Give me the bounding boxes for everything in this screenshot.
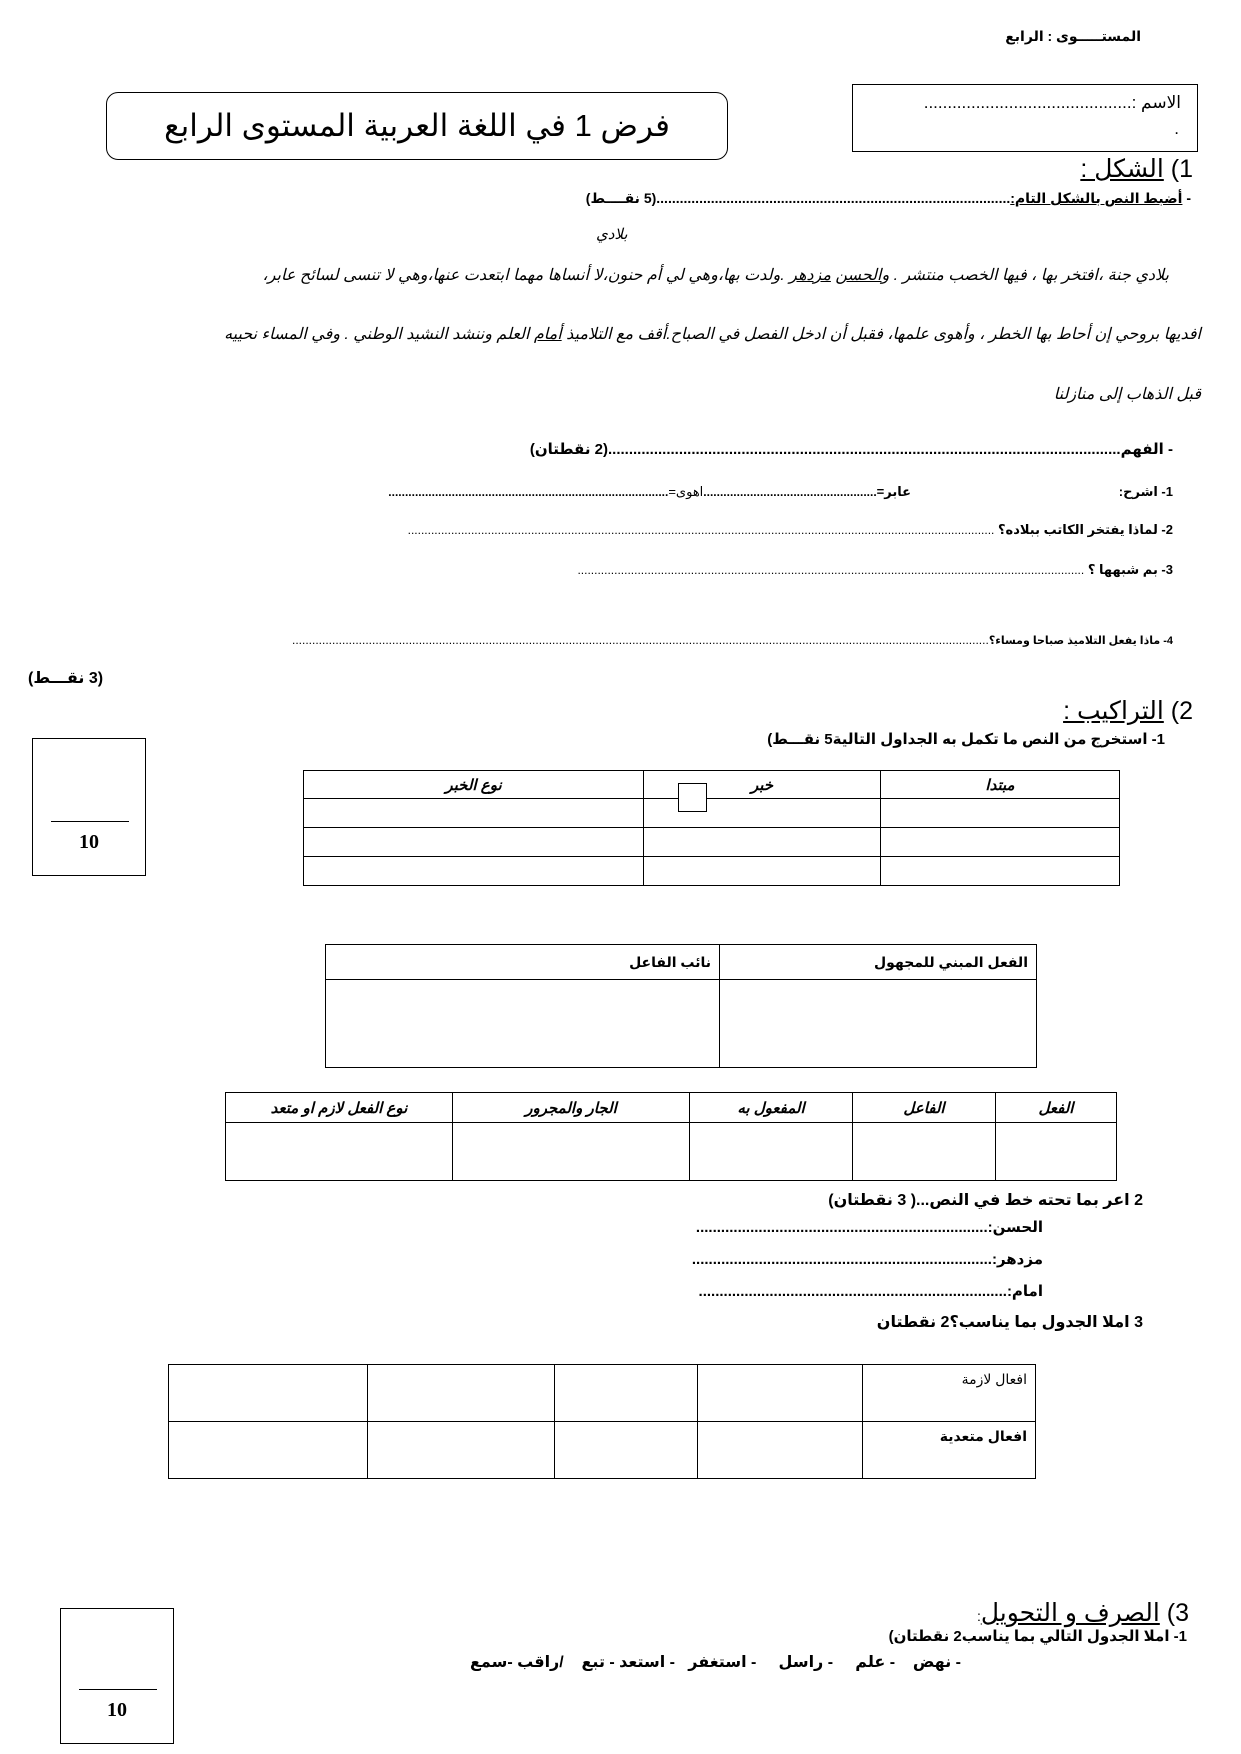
- col-header-khabar: [644, 771, 881, 799]
- cell[interactable]: [453, 1123, 690, 1181]
- table-row: [326, 980, 1037, 1068]
- section3-verb-list: - نهض - علم - راسل - استغفر - استعد - تبع /راقب -سمع: [469, 1654, 961, 1671]
- underlined-word-alhusn: الحسن: [835, 267, 882, 284]
- passage-text: .ولدت بها،وهي لي أم حنون،لا أنساها مهما ابتعدت عنها،وهي لا تنسى لسائح عابر،: [262, 267, 790, 284]
- cell[interactable]: [304, 857, 644, 886]
- table-row: [304, 857, 1120, 886]
- student-name-box: [852, 84, 1198, 152]
- question-3-label: 3- بم شبهها ؟: [1087, 562, 1173, 577]
- passage-text: افديها بروحي إن أحاط بها الخطر ، وأهوى علمها، فقبل أن ادخل الفصل في الصباح.أقف مع التلاميذ: [561, 326, 1201, 343]
- cell[interactable]: [720, 980, 1037, 1068]
- passage-title: بلادي: [596, 226, 628, 243]
- exam-title: فرض 1 في اللغة العربية المستوى الرابع: [164, 108, 670, 143]
- row-label-transitive: افعال متعدية: [863, 1422, 1036, 1479]
- table-row: [169, 1422, 1036, 1479]
- table-row: [169, 1365, 1036, 1422]
- cell[interactable]: [644, 828, 881, 857]
- section2-number: 2): [1170, 697, 1193, 725]
- word-ahwa: اهوى=: [668, 484, 704, 499]
- col-header-object: المفعول به: [690, 1093, 853, 1123]
- col-header-passive-verb: الفعل المبني للمجهول: [720, 945, 1037, 980]
- question-2-label: 2- لماذا يفتخر الكاتب ببلاده؟: [998, 522, 1173, 537]
- irab-item-amam[interactable]: [699, 1282, 1043, 1300]
- question-1-label: 1- اشرح:: [1118, 484, 1173, 499]
- question-3: [577, 562, 1173, 578]
- col-header-khabar-type: نوع الخبر: [304, 771, 644, 799]
- col-header-mubtada: مبتدا: [881, 771, 1120, 799]
- passage-text: العلم وننشد النشيد الوطني . وفي المساء نحييه: [224, 326, 534, 343]
- word-aber: عابر=: [876, 484, 911, 499]
- name-label: الاسم :: [1131, 93, 1181, 112]
- col-header-naib-fail: نائب الفاعل: [326, 945, 720, 980]
- comprehension-points: (2 نقطتان): [529, 441, 608, 458]
- underlined-word-amam: أمام: [533, 326, 562, 343]
- col-header-preposition: الجار والمجرور: [453, 1093, 690, 1123]
- table-row: [304, 828, 1120, 857]
- irab-item-muzdahir[interactable]: [692, 1250, 1043, 1268]
- passage-line-1: [263, 265, 1169, 285]
- section3-number: 3): [1166, 1599, 1189, 1627]
- irab-dots[interactable]: ........................................................................: [691, 1251, 992, 1268]
- irab-word: مزدهر:: [991, 1251, 1043, 1268]
- table-row: [226, 1123, 1117, 1181]
- irab-word: امام:: [1006, 1283, 1043, 1300]
- comprehension-label: - الفهم: [1120, 441, 1173, 458]
- section2-q1: 1- استخرج من النص ما تكمل به الجداول التالية5 نقـــط): [767, 731, 1165, 748]
- section3-label: الصرف و التحويل: [980, 1599, 1160, 1627]
- answer-4-dots[interactable]: .................................................................................................................................................................................................................: [292, 633, 989, 647]
- section3-colon: :: [976, 1608, 981, 1624]
- cell[interactable]: [226, 1123, 453, 1181]
- section1-instruction: [586, 190, 1191, 207]
- irab-word: الحسن:: [987, 1219, 1043, 1236]
- section2-label: التراكيب :: [1063, 697, 1164, 725]
- section3-heading: [977, 1598, 1189, 1628]
- cell[interactable]: [644, 857, 881, 886]
- section2-heading: [1063, 696, 1193, 726]
- row-label-intransitive: افعال لازمة: [863, 1365, 1036, 1422]
- section1-label: الشكل :: [1080, 155, 1164, 183]
- section2-q2: 2 اعر بما تحته خط في النص...( 3 نقطتان): [828, 1192, 1143, 1209]
- table-intransitive-transitive: [168, 1364, 1036, 1479]
- col-header-subject: الفاعل: [853, 1093, 996, 1123]
- instruction-dots: ...........................................................................................: [656, 190, 1011, 206]
- score-total: 10: [79, 831, 99, 853]
- student-name-field[interactable]: [924, 93, 1181, 113]
- cell[interactable]: [368, 1422, 555, 1479]
- table-passive-verb: [325, 944, 1037, 1068]
- score-box-section2: [32, 738, 146, 876]
- passage-line-3: قبل الذهاب إلى منازلنا: [1053, 386, 1201, 403]
- instruction-points: (5 نقــــط): [585, 190, 657, 206]
- table-row: [304, 799, 1120, 828]
- cell[interactable]: [555, 1422, 698, 1479]
- passage-text: بلادي جنة ،افتخر بها ، فيها الخصب منتشر . و: [881, 267, 1169, 284]
- cell[interactable]: [881, 857, 1120, 886]
- score-line: [51, 821, 129, 822]
- cell[interactable]: [304, 799, 644, 828]
- exam-title-box: [106, 92, 728, 160]
- section2-q3: 3 املا الجدول بما يناسب؟2 نقطتان: [876, 1314, 1143, 1331]
- answer-2-dots[interactable]: ................................................................................................................................................................................: [407, 523, 995, 537]
- cell[interactable]: [853, 1123, 996, 1181]
- score-line: [79, 1689, 157, 1690]
- name-dot: .: [1174, 119, 1179, 138]
- answer-ahwa-dots[interactable]: ....................................................................................: [388, 485, 669, 499]
- instruction-text: أضبط النص بالشكل التام:: [1010, 190, 1183, 206]
- irab-dots[interactable]: ..........................................................................: [698, 1283, 1007, 1300]
- section1-number: 1): [1170, 155, 1193, 183]
- cell[interactable]: [326, 980, 720, 1068]
- question-1: [1119, 484, 1173, 500]
- cell[interactable]: [555, 1365, 698, 1422]
- underlined-word-muzdahir: مزدهر: [789, 267, 831, 284]
- irab-item-alhusn[interactable]: [696, 1218, 1043, 1236]
- question-4: [292, 633, 1173, 647]
- table-verb-analysis: [225, 1092, 1117, 1181]
- table-mubtada-khabar: [303, 770, 1120, 886]
- cell[interactable]: [698, 1365, 863, 1422]
- khabar-label: خبر: [750, 776, 774, 794]
- col-header-verb: الفعل: [996, 1093, 1117, 1123]
- dash: -: [1182, 190, 1191, 206]
- cell[interactable]: [690, 1123, 853, 1181]
- level-label: المستـــــوى : الرابع: [1005, 28, 1141, 44]
- section1-heading: [1080, 154, 1193, 184]
- answer-aber-dots[interactable]: ....................................................: [703, 485, 877, 499]
- cell[interactable]: [698, 1422, 863, 1479]
- comprehension-heading: [530, 440, 1173, 458]
- cell[interactable]: [169, 1422, 368, 1479]
- score-box-section3: [60, 1608, 174, 1744]
- cell[interactable]: [368, 1365, 555, 1422]
- section3-q1: 1- املا الجدول التالي بما يناسب2 نقطتان): [888, 1628, 1187, 1645]
- section1-extra-points: (3 نقـــط): [28, 670, 104, 687]
- cell[interactable]: [881, 828, 1120, 857]
- question-2: [408, 522, 1173, 538]
- score-total: 10: [107, 1699, 127, 1721]
- small-square-box: [678, 783, 707, 812]
- answer-3-dots[interactable]: ........................................................................................................................................................: [577, 563, 1085, 577]
- question-4-label: 4- ماذا يفعل التلاميذ صباحا ومساء؟: [988, 635, 1173, 647]
- cell[interactable]: [881, 799, 1120, 828]
- comprehension-dots: ...........................................................................................................................: [607, 441, 1121, 458]
- cell[interactable]: [996, 1123, 1117, 1181]
- cell[interactable]: [304, 828, 644, 857]
- question-1-answers[interactable]: [388, 484, 911, 500]
- passage-line-2: [224, 324, 1201, 344]
- cell[interactable]: [169, 1365, 368, 1422]
- irab-dots[interactable]: ......................................................................: [695, 1219, 988, 1236]
- col-header-verb-type: نوع الفعل لازم او متعد: [226, 1093, 453, 1123]
- name-dots: ............................................: [923, 93, 1132, 112]
